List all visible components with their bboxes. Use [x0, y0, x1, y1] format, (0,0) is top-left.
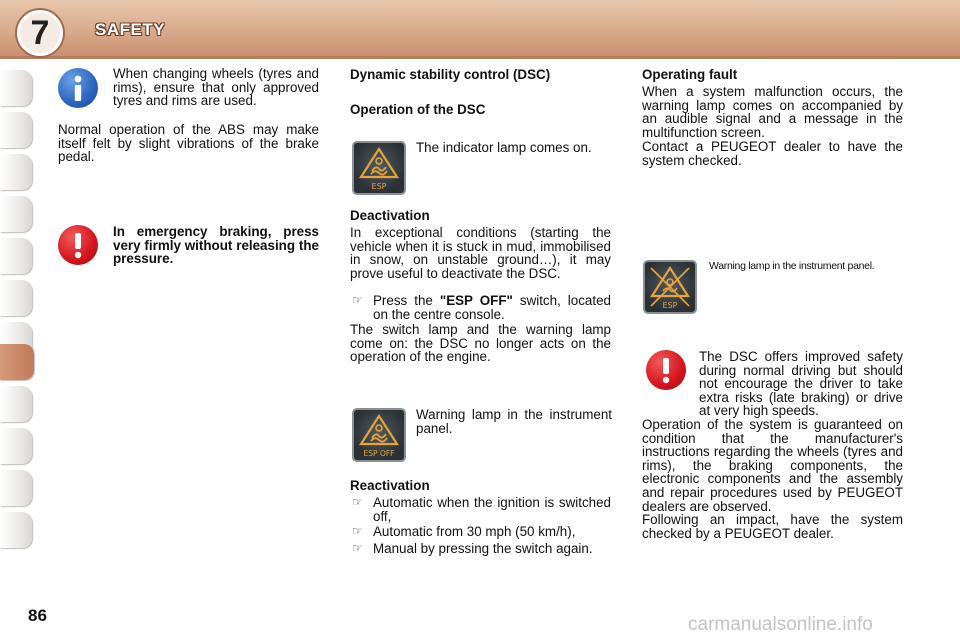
pointing-hand-icon: ☞	[352, 293, 363, 307]
chapter-tab[interactable]	[0, 428, 32, 464]
lamp-label: ESP	[662, 301, 678, 310]
reactivation-item: Automatic from 30 mph (50 km/h),	[373, 524, 576, 539]
deactivation-heading: Deactivation	[350, 208, 430, 223]
esp-off-switch-label: "ESP OFF"	[439, 293, 513, 308]
chapter-tab[interactable]	[0, 154, 32, 190]
deactivation-text: In exceptional conditions (starting the vehicle when it is stuck in mud, immobilised in snow, on unstable ground…), it may prove useful to deactivate the DSC.	[350, 225, 611, 281]
chapter-tab[interactable]	[0, 512, 32, 548]
indicator-text: The indicator lamp comes on.	[416, 140, 592, 155]
chapter-tab[interactable]	[0, 386, 32, 422]
chapter-tab[interactable]	[0, 196, 32, 232]
chapter-title: SAFETY	[95, 20, 166, 39]
lamp-label: ESP	[371, 182, 387, 191]
warning-icon	[58, 225, 98, 265]
dsc-safety-note: The DSC offers improved safety during normal driving but should not encourage the driver to take extra risks (late braking) or drive at very high speeds.	[699, 349, 903, 419]
contact-dealer-text: Contact a PEUGEOT dealer to have the system checked.	[642, 139, 903, 168]
chapter-tabs	[0, 62, 34, 574]
dsc-title: Dynamic stability control (DSC)	[350, 67, 551, 82]
esp-indicator-lamp-icon	[352, 141, 406, 195]
chapter-tab[interactable]	[0, 238, 32, 274]
switch-lamp-text: The switch lamp and the warning lamp come on: the DSC no longer acts on the operation of the engine.	[350, 322, 611, 365]
fault-text: When a system malfunction occurs, the warning lamp comes on accompanied by an audible signal and a message in the multifunction screen.	[642, 84, 903, 140]
chapter-tab[interactable]	[0, 280, 32, 316]
chapter-tab[interactable]	[0, 112, 32, 148]
esp-warning-lamp-icon	[643, 260, 697, 314]
reactivation-item: Automatic when the ignition is switched off,	[373, 495, 611, 524]
page-number: 86	[28, 606, 47, 625]
warning-icon	[646, 350, 686, 390]
pointing-hand-icon: ☞	[352, 495, 363, 509]
info-note: When changing wheels (tyres and rims), ensure that only approved tyres and rims are used.	[113, 66, 319, 109]
guarantee-text: Operation of the system is guaranteed on condition that the manufacturer's instructions regarding the wheels (tyres and rims), the braking components, the electronic components and the assembly and repair procedures used by PEUGEOT dealers are observed.	[642, 417, 903, 514]
abs-note: Normal operation of the ABS may make itself felt by slight vibrations of the brake pedal.	[58, 122, 319, 165]
reactivation-heading: Reactivation	[350, 478, 430, 493]
header-divider	[0, 56, 960, 59]
esp-off-lamp-icon	[352, 408, 406, 462]
chapter-tab[interactable]	[0, 70, 32, 106]
lamp-label: ESP OFF	[363, 449, 395, 458]
pointing-hand-icon: ☞	[352, 541, 363, 555]
press-instruction: Press the "ESP OFF" switch, located on the centre console.	[373, 293, 611, 322]
emergency-braking-warning: In emergency braking, press very firmly without releasing the pressure.	[113, 224, 319, 267]
chapter-number-badge: 7	[17, 10, 63, 56]
impact-text: Following an impact, have the system checked by a PEUGEOT dealer.	[642, 512, 903, 541]
pointing-hand-icon: ☞	[352, 524, 363, 538]
chapter-tab[interactable]	[0, 470, 32, 506]
chapter-tab-active[interactable]	[0, 344, 34, 380]
operation-heading: Operation of the DSC	[350, 102, 486, 117]
lamp-caption: Warning lamp in the instrument panel.	[709, 260, 875, 272]
watermark: carmanualsonline.info	[688, 614, 873, 635]
operating-fault-heading: Operating fault	[642, 67, 738, 82]
warning-lamp-text: Warning lamp in the instrument panel.	[416, 407, 612, 436]
reactivation-item: Manual by pressing the switch again.	[373, 541, 593, 556]
info-icon	[58, 68, 98, 108]
